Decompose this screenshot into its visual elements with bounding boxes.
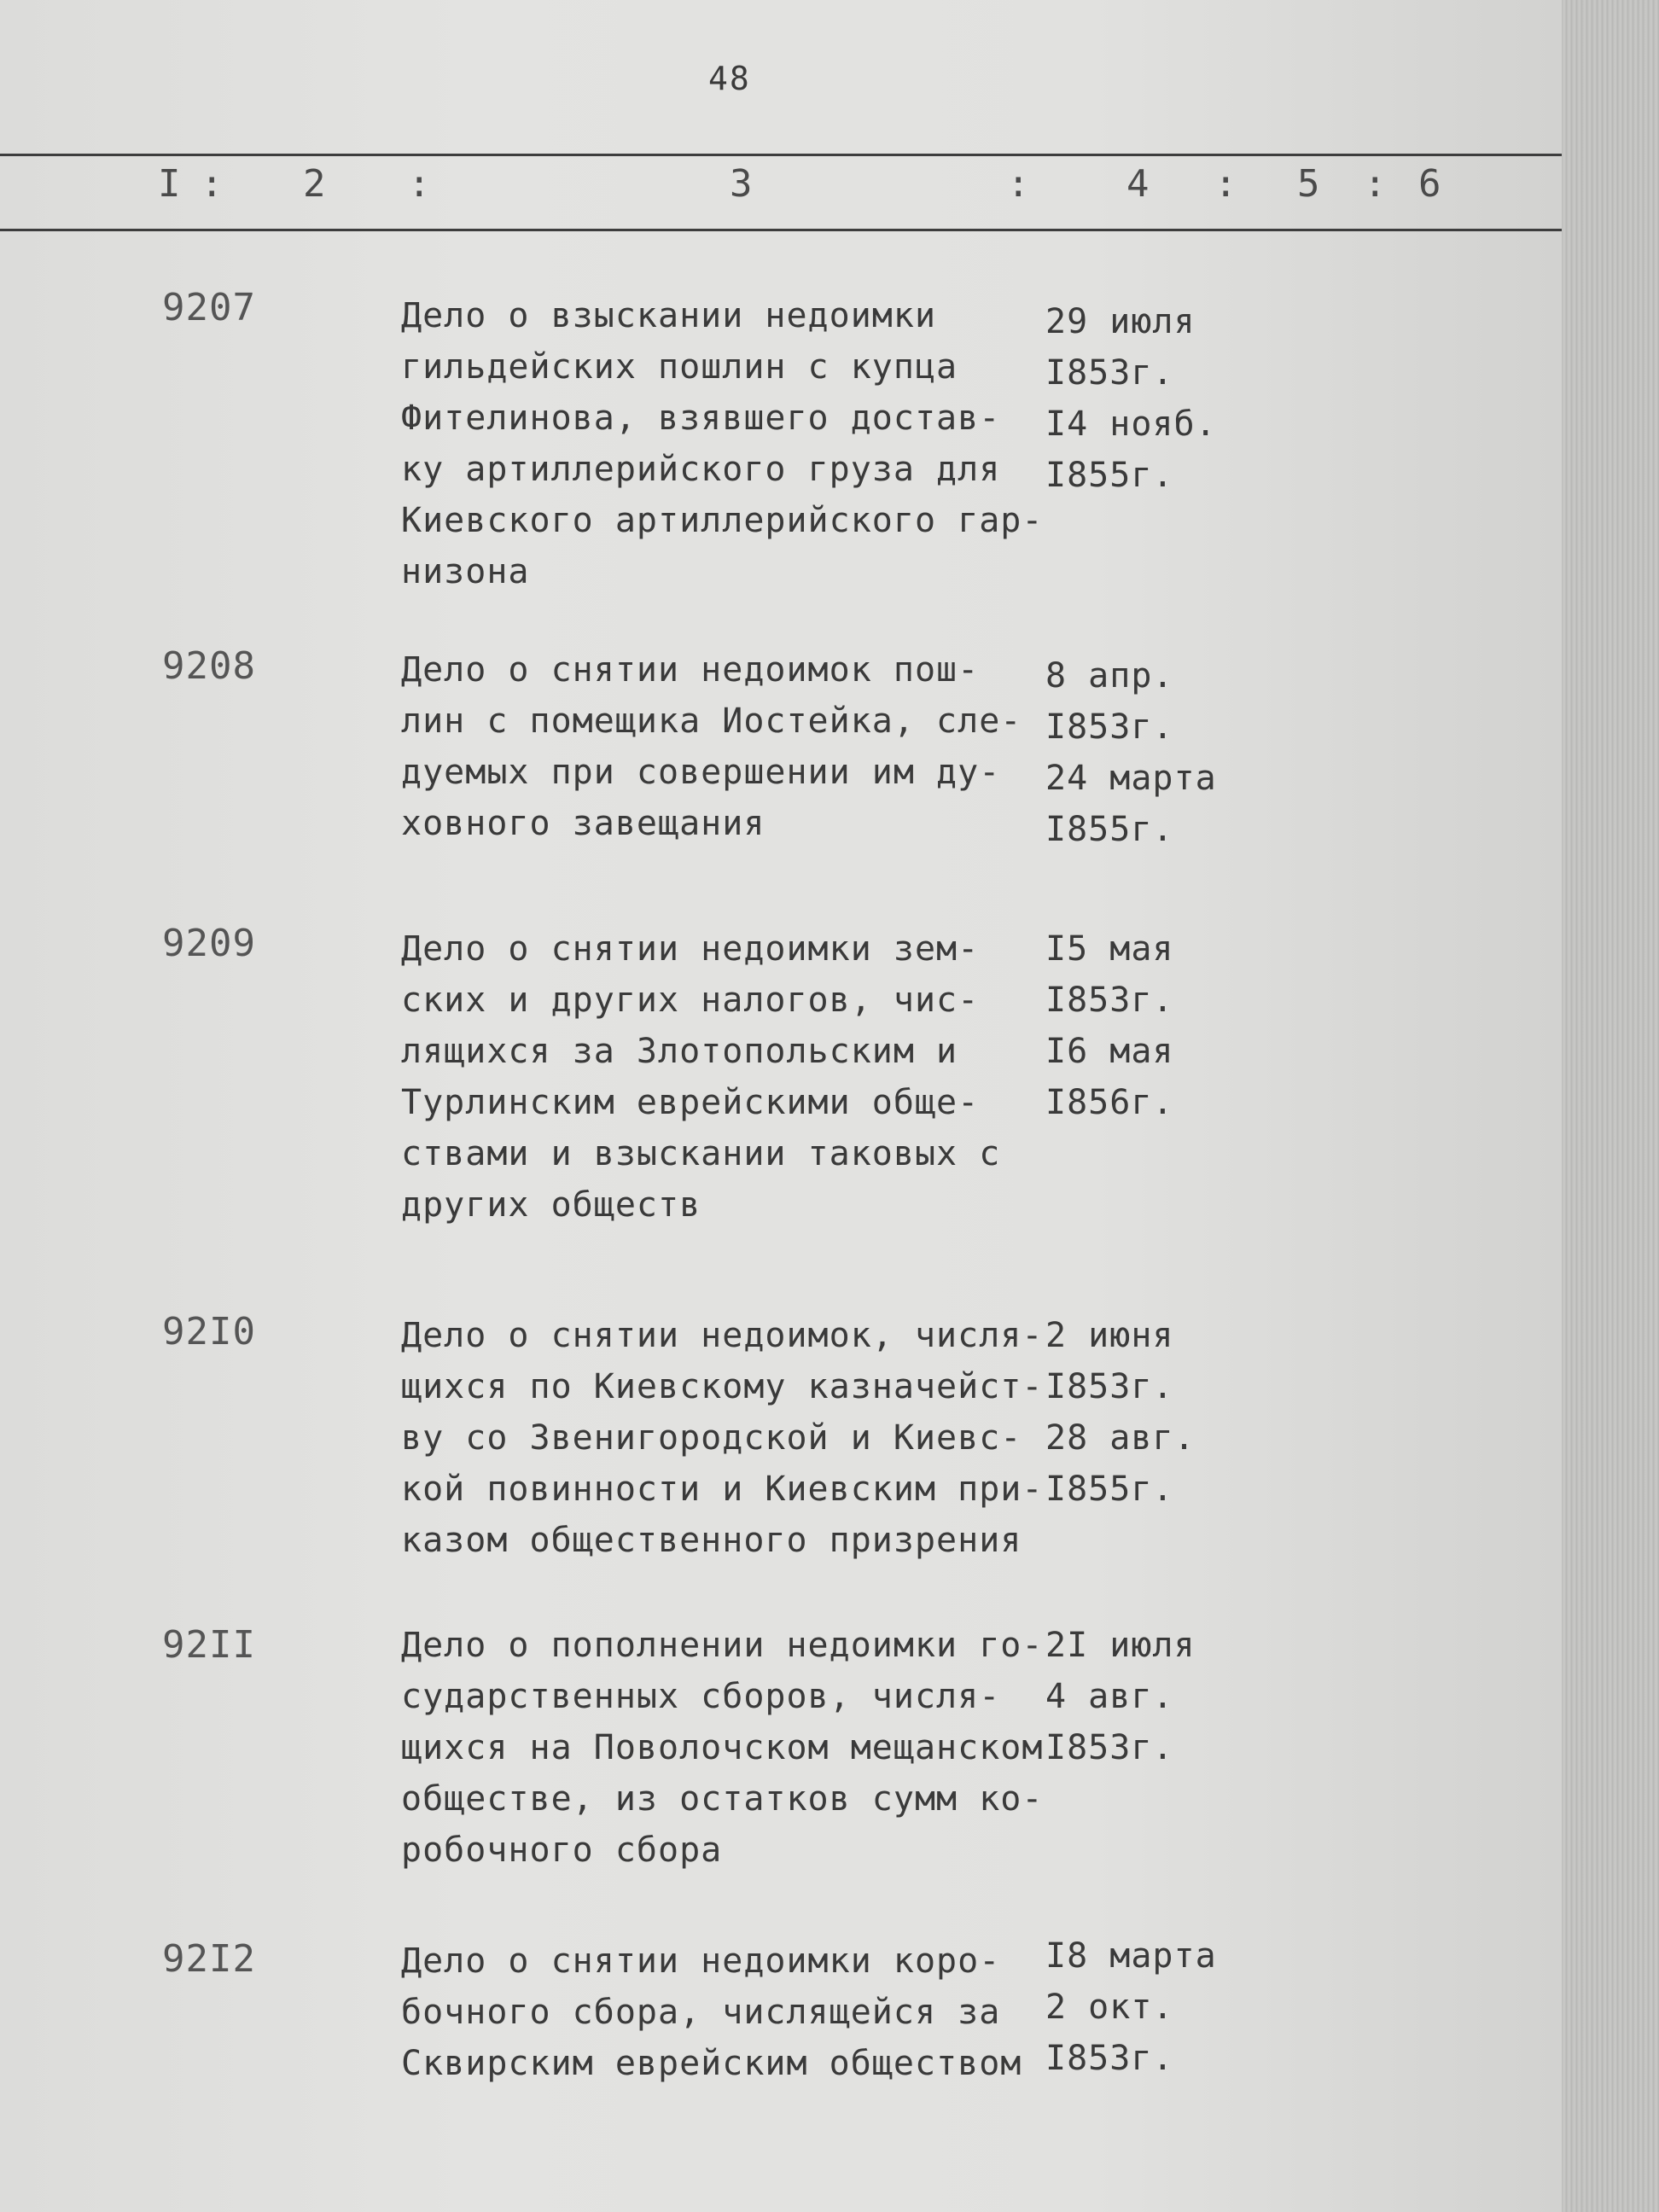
column-header-3: 3	[730, 162, 753, 206]
entry-number: 9207	[162, 286, 256, 329]
entry-dates: 8 апр. I853г. 24 марта I855г.	[1045, 656, 1217, 849]
entry-dates: 2 июня I853г. 28 авг. I855г.	[1045, 1316, 1196, 1509]
column-separator: :	[1364, 162, 1387, 206]
entry-number: 9209	[162, 922, 256, 965]
page-stack-edge	[1562, 0, 1659, 2212]
entry-description: Дело о снятии недоимки зем- ских и других налогов, чис- лящихся за Злотопольским и Турлинским еврейскими обще- ствами и взыскании таковых с других обществ	[401, 929, 1001, 1225]
entry-number: 9208	[162, 644, 256, 688]
entry-description: Дело о пополнении недоимки го- сударственных сборов, числя- щихся на Поволочском мещанском обществе, из остатков сумм ко- робочного сбора	[401, 1626, 1044, 1870]
entry-number: 92I0	[162, 1310, 256, 1353]
column-header-4: 4	[1126, 162, 1150, 206]
entry-dates: 2I июля 4 авг. I853г.	[1045, 1626, 1196, 1767]
column-header-1: I	[158, 162, 181, 206]
header-rule-top	[0, 154, 1562, 156]
column-separator: :	[1214, 162, 1237, 206]
entry-dates: 29 июля I853г. I4 нояб. I855г.	[1045, 302, 1217, 495]
header-rule-bottom	[0, 229, 1562, 231]
entry-dates: I5 мая I853г. I6 мая I856г.	[1045, 929, 1174, 1122]
column-header-5: 5	[1297, 162, 1320, 206]
entry-number: 92II	[162, 1623, 256, 1667]
column-separator: :	[1007, 162, 1030, 206]
column-separator: :	[201, 162, 224, 206]
column-header-2: 2	[303, 162, 326, 206]
entry-dates: I8 марта 2 окт. I853г.	[1045, 1936, 1217, 2078]
entry-description: Дело о взыскании недоимки гильдейских пошлин с купца Фителинова, взявшего достав- ку артиллерийского груза для Киевского артиллерийского гар- низона	[401, 296, 1044, 591]
column-separator: :	[408, 162, 431, 206]
entry-number: 92I2	[162, 1937, 256, 1981]
entry-description: Дело о снятии недоимок, числя- щихся по Киевскому казначейст- ву со Звенигородской и Киевс- кой повинности и Киевским при- казом общественного призрения	[401, 1316, 1044, 1560]
column-header-6: 6	[1418, 162, 1441, 206]
entry-description: Дело о снятии недоимок пош- лин с помещика Иостейка, сле- дуемых при совершении им ду- ховного завещания	[401, 650, 1022, 843]
entry-description: Дело о снятии недоимки коро- бочного сбора, числящейся за Сквирским еврейским обществом	[401, 1941, 1022, 2083]
page-number: 48	[708, 60, 751, 97]
